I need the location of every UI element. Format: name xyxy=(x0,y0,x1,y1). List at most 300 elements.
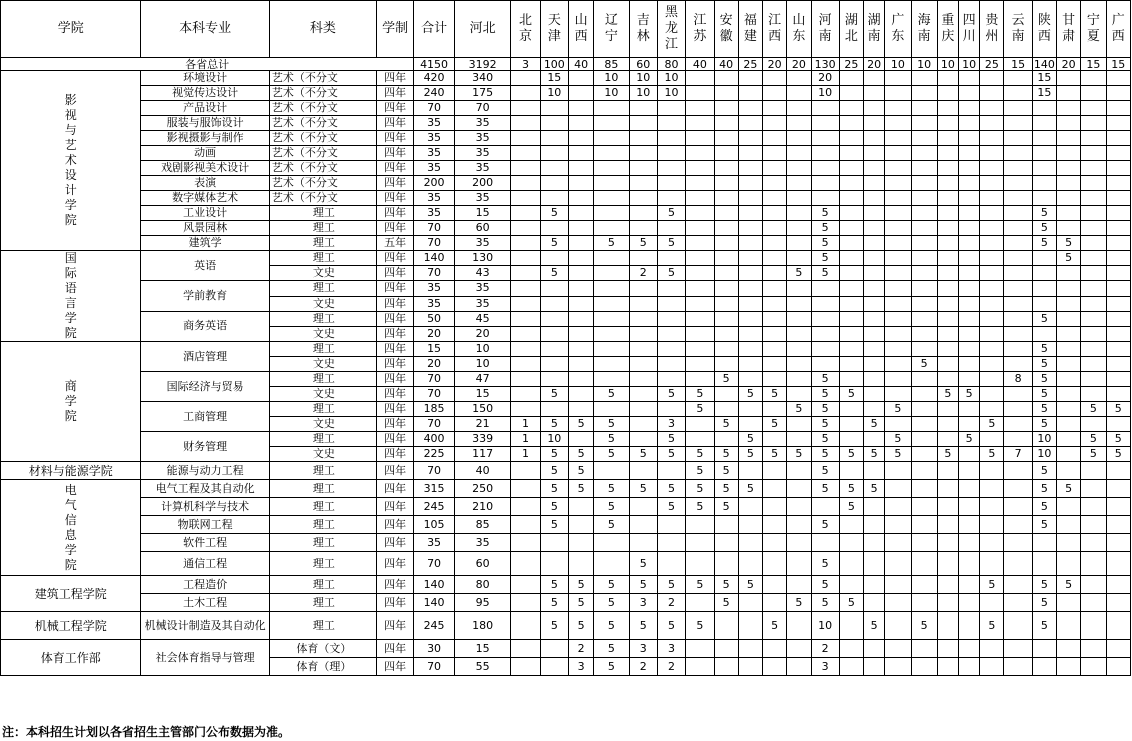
header-text: 广东 xyxy=(891,13,905,44)
value-cell xyxy=(714,296,738,311)
value-cell xyxy=(811,116,839,131)
totals-value: 20 xyxy=(763,58,787,71)
value-cell xyxy=(959,357,980,372)
value-cell xyxy=(738,206,762,221)
value-cell xyxy=(594,372,629,387)
value-cell: 5 xyxy=(657,480,685,498)
value-cell xyxy=(568,432,593,447)
value-cell xyxy=(959,462,980,480)
value-cell xyxy=(937,86,958,101)
value-cell: 5 xyxy=(811,251,839,266)
value-cell: 10 xyxy=(657,71,685,86)
totals-value: 60 xyxy=(629,58,657,71)
value-cell xyxy=(864,131,885,146)
value-cell xyxy=(540,534,568,552)
major-cell: 服装与服饰设计 xyxy=(141,116,269,131)
value-cell: 175 xyxy=(454,86,511,101)
value-cell xyxy=(839,71,863,86)
value-cell xyxy=(911,447,937,462)
value-cell xyxy=(1081,498,1106,516)
table-row xyxy=(1,221,1131,236)
value-cell xyxy=(980,552,1004,576)
value-cell xyxy=(1057,640,1081,658)
value-cell xyxy=(714,402,738,417)
category-cell: 文史 xyxy=(269,417,376,432)
value-cell: 35 xyxy=(454,131,511,146)
value-cell xyxy=(911,161,937,176)
value-cell xyxy=(787,372,811,387)
value-cell xyxy=(738,357,762,372)
value-cell xyxy=(1106,101,1130,116)
value-cell xyxy=(657,372,685,387)
value-cell xyxy=(1081,71,1106,86)
value-cell: 5 xyxy=(839,498,863,516)
value-cell: 5 xyxy=(657,206,685,221)
value-cell xyxy=(686,71,714,86)
duration-cell: 四年 xyxy=(376,206,413,221)
value-cell: 5 xyxy=(714,417,738,432)
college-name: 商学院 xyxy=(64,379,77,423)
value-cell xyxy=(1004,176,1032,191)
value-cell xyxy=(738,402,762,417)
value-cell xyxy=(911,516,937,534)
value-cell xyxy=(714,101,738,116)
totals-value: 4150 xyxy=(414,58,454,71)
value-cell xyxy=(629,101,657,116)
value-cell xyxy=(937,480,958,498)
value-cell xyxy=(540,191,568,206)
value-cell: 20 xyxy=(811,71,839,86)
major-cell: 环境设计 xyxy=(141,71,269,86)
value-cell xyxy=(511,176,540,191)
value-cell xyxy=(811,161,839,176)
value-cell xyxy=(714,236,738,251)
value-cell xyxy=(594,311,629,327)
value-cell xyxy=(714,612,738,640)
value-cell xyxy=(540,116,568,131)
value-cell xyxy=(959,417,980,432)
value-cell xyxy=(885,612,911,640)
value-cell xyxy=(629,206,657,221)
value-cell xyxy=(686,432,714,447)
value-cell xyxy=(911,71,937,86)
value-cell xyxy=(839,161,863,176)
value-cell: 5 xyxy=(811,462,839,480)
value-cell: 3 xyxy=(629,640,657,658)
duration-cell: 四年 xyxy=(376,281,413,297)
value-cell xyxy=(738,221,762,236)
value-cell xyxy=(686,191,714,206)
value-cell xyxy=(885,146,911,161)
value-cell xyxy=(911,116,937,131)
value-cell xyxy=(1081,176,1106,191)
header-cell xyxy=(594,1,629,58)
college-name: 体育工作部 xyxy=(40,650,101,665)
value-cell xyxy=(980,206,1004,221)
value-cell xyxy=(1004,516,1032,534)
header-text: 云南 xyxy=(1011,13,1025,44)
header-cell xyxy=(980,1,1004,58)
value-cell xyxy=(1057,327,1081,342)
duration-cell: 四年 xyxy=(376,251,413,266)
value-cell xyxy=(937,131,958,146)
value-cell xyxy=(959,131,980,146)
value-cell xyxy=(763,251,787,266)
value-cell xyxy=(1081,480,1106,498)
value-cell xyxy=(864,191,885,206)
value-cell xyxy=(811,131,839,146)
value-cell: 70 xyxy=(414,101,454,116)
value-cell xyxy=(839,552,863,576)
value-cell xyxy=(864,236,885,251)
value-cell xyxy=(1057,296,1081,311)
value-cell: 70 xyxy=(414,387,454,402)
value-cell: 5 xyxy=(714,480,738,498)
value-cell: 5 xyxy=(629,612,657,640)
value-cell xyxy=(763,236,787,251)
value-cell xyxy=(980,534,1004,552)
header-cell xyxy=(911,1,937,58)
value-cell xyxy=(594,534,629,552)
category-cell: 文史 xyxy=(269,447,376,462)
value-cell: 5 xyxy=(629,552,657,576)
value-cell xyxy=(763,402,787,417)
value-cell xyxy=(1081,516,1106,534)
value-cell xyxy=(763,327,787,342)
value-cell xyxy=(1081,327,1106,342)
value-cell xyxy=(738,498,762,516)
value-cell xyxy=(511,552,540,576)
duration-cell: 四年 xyxy=(376,552,413,576)
value-cell xyxy=(864,176,885,191)
value-cell: 5 xyxy=(657,447,685,462)
value-cell xyxy=(511,266,540,281)
value-cell xyxy=(540,372,568,387)
value-cell xyxy=(511,357,540,372)
value-cell xyxy=(839,266,863,281)
value-cell xyxy=(714,658,738,676)
value-cell xyxy=(839,534,863,552)
value-cell xyxy=(1004,221,1032,236)
duration-cell: 四年 xyxy=(376,612,413,640)
value-cell xyxy=(657,357,685,372)
value-cell xyxy=(763,342,787,357)
table-row xyxy=(1,534,1131,552)
value-cell xyxy=(839,206,863,221)
value-cell xyxy=(1106,357,1130,372)
duration-cell: 四年 xyxy=(376,516,413,534)
value-cell: 150 xyxy=(454,402,511,417)
value-cell: 5 xyxy=(811,402,839,417)
totals-value: 25 xyxy=(738,58,762,71)
value-cell xyxy=(959,640,980,658)
value-cell xyxy=(594,357,629,372)
table-row xyxy=(1,131,1131,146)
header-cell xyxy=(811,1,839,58)
value-cell xyxy=(540,101,568,116)
value-cell xyxy=(657,516,685,534)
value-cell xyxy=(1106,372,1130,387)
value-cell xyxy=(738,417,762,432)
value-cell xyxy=(763,71,787,86)
value-cell xyxy=(885,206,911,221)
value-cell: 5 xyxy=(980,447,1004,462)
header-text: 湖南 xyxy=(867,13,881,44)
value-cell: 5 xyxy=(839,480,863,498)
value-cell xyxy=(959,480,980,498)
value-cell xyxy=(714,116,738,131)
value-cell xyxy=(1004,131,1032,146)
value-cell: 5 xyxy=(1032,342,1056,357)
value-cell xyxy=(959,498,980,516)
value-cell xyxy=(1081,372,1106,387)
totals-value: 10 xyxy=(911,58,937,71)
value-cell: 20 xyxy=(454,327,511,342)
value-cell xyxy=(1106,576,1130,594)
value-cell xyxy=(686,342,714,357)
value-cell xyxy=(885,462,911,480)
value-cell: 5 xyxy=(839,387,863,402)
value-cell xyxy=(568,116,593,131)
duration-cell: 四年 xyxy=(376,447,413,462)
value-cell xyxy=(885,552,911,576)
table-row xyxy=(1,372,1131,387)
value-cell xyxy=(1106,612,1130,640)
value-cell xyxy=(1004,206,1032,221)
major-cell: 软件工程 xyxy=(141,534,269,552)
value-cell: 210 xyxy=(454,498,511,516)
value-cell: 15 xyxy=(540,71,568,86)
value-cell xyxy=(980,221,1004,236)
value-cell xyxy=(738,311,762,327)
duration-cell: 四年 xyxy=(376,576,413,594)
college-cell xyxy=(1,71,141,251)
value-cell xyxy=(959,594,980,612)
value-cell xyxy=(911,462,937,480)
value-cell: 2 xyxy=(657,658,685,676)
value-cell: 3 xyxy=(811,658,839,676)
value-cell: 250 xyxy=(454,480,511,498)
header-text: 重庆 xyxy=(941,13,955,44)
value-cell xyxy=(1057,86,1081,101)
table-row xyxy=(1,71,1131,86)
value-cell xyxy=(568,251,593,266)
table-row xyxy=(1,101,1131,116)
value-cell xyxy=(763,161,787,176)
category-cell: 理工 xyxy=(269,236,376,251)
table-row xyxy=(1,552,1131,576)
header-text: 吉林 xyxy=(636,13,650,44)
value-cell: 5 xyxy=(811,206,839,221)
value-cell xyxy=(980,594,1004,612)
header-cell: 本科专业 xyxy=(141,1,269,58)
duration-cell: 四年 xyxy=(376,176,413,191)
value-cell: 5 xyxy=(629,576,657,594)
value-cell: 5 xyxy=(839,594,863,612)
major-cell: 影视摄影与制作 xyxy=(141,131,269,146)
value-cell xyxy=(629,327,657,342)
value-cell xyxy=(540,161,568,176)
college-cell xyxy=(1,612,141,640)
value-cell xyxy=(568,236,593,251)
value-cell xyxy=(594,191,629,206)
value-cell: 10 xyxy=(454,342,511,357)
value-cell xyxy=(511,387,540,402)
college-cell xyxy=(1,576,141,612)
value-cell xyxy=(1081,191,1106,206)
value-cell xyxy=(594,462,629,480)
value-cell xyxy=(1106,266,1130,281)
value-cell xyxy=(657,327,685,342)
duration-cell: 四年 xyxy=(376,311,413,327)
value-cell xyxy=(959,311,980,327)
value-cell: 200 xyxy=(414,176,454,191)
major-cell: 社会体育指导与管理 xyxy=(141,640,269,676)
value-cell: 3 xyxy=(568,658,593,676)
value-cell: 140 xyxy=(414,251,454,266)
value-cell xyxy=(1004,236,1032,251)
table-row xyxy=(1,516,1131,534)
totals-value: 40 xyxy=(686,58,714,71)
value-cell xyxy=(787,311,811,327)
value-cell xyxy=(686,311,714,327)
value-cell: 5 xyxy=(864,447,885,462)
value-cell xyxy=(629,402,657,417)
value-cell xyxy=(959,296,980,311)
value-cell: 10 xyxy=(629,86,657,101)
value-cell: 35 xyxy=(454,191,511,206)
value-cell xyxy=(1004,327,1032,342)
value-cell xyxy=(885,658,911,676)
value-cell: 5 xyxy=(686,576,714,594)
value-cell xyxy=(1106,327,1130,342)
value-cell xyxy=(1057,552,1081,576)
value-cell xyxy=(511,86,540,101)
value-cell xyxy=(568,161,593,176)
header-text: 海南 xyxy=(917,13,931,44)
value-cell: 15 xyxy=(454,387,511,402)
value-cell xyxy=(738,266,762,281)
value-cell: 5 xyxy=(540,594,568,612)
category-cell: 理工 xyxy=(269,516,376,534)
value-cell: 5 xyxy=(911,357,937,372)
value-cell: 5 xyxy=(540,447,568,462)
value-cell xyxy=(864,658,885,676)
value-cell xyxy=(594,146,629,161)
value-cell xyxy=(540,296,568,311)
value-cell xyxy=(787,101,811,116)
value-cell xyxy=(787,116,811,131)
category-cell: 文史 xyxy=(269,266,376,281)
value-cell: 35 xyxy=(454,296,511,311)
value-cell xyxy=(839,281,863,297)
table-row xyxy=(1,281,1131,297)
value-cell xyxy=(787,432,811,447)
value-cell xyxy=(1057,534,1081,552)
value-cell: 15 xyxy=(454,206,511,221)
value-cell xyxy=(864,146,885,161)
value-cell xyxy=(937,576,958,594)
college-cell xyxy=(1,251,141,342)
value-cell xyxy=(763,516,787,534)
value-cell xyxy=(1004,116,1032,131)
value-cell: 5 xyxy=(1057,236,1081,251)
value-cell xyxy=(540,658,568,676)
value-cell xyxy=(1081,101,1106,116)
value-cell xyxy=(959,576,980,594)
value-cell xyxy=(937,161,958,176)
value-cell xyxy=(911,552,937,576)
value-cell: 5 xyxy=(787,402,811,417)
value-cell xyxy=(911,342,937,357)
value-cell xyxy=(959,176,980,191)
value-cell xyxy=(714,71,738,86)
value-cell xyxy=(594,176,629,191)
value-cell xyxy=(1032,161,1056,176)
value-cell: 5 xyxy=(911,612,937,640)
value-cell: 240 xyxy=(414,86,454,101)
value-cell xyxy=(763,131,787,146)
value-cell xyxy=(686,266,714,281)
value-cell xyxy=(568,176,593,191)
value-cell xyxy=(568,516,593,534)
value-cell xyxy=(959,191,980,206)
value-cell xyxy=(1081,281,1106,297)
value-cell xyxy=(864,296,885,311)
value-cell xyxy=(1081,86,1106,101)
value-cell: 315 xyxy=(414,480,454,498)
value-cell xyxy=(911,191,937,206)
value-cell xyxy=(959,146,980,161)
value-cell xyxy=(959,251,980,266)
value-cell: 5 xyxy=(1032,417,1056,432)
value-cell xyxy=(511,281,540,297)
value-cell xyxy=(980,432,1004,447)
value-cell xyxy=(1004,191,1032,206)
value-cell xyxy=(839,576,863,594)
value-cell xyxy=(911,221,937,236)
value-cell: 5 xyxy=(594,576,629,594)
value-cell: 2 xyxy=(629,266,657,281)
value-cell xyxy=(1081,640,1106,658)
value-cell: 5 xyxy=(686,612,714,640)
value-cell: 5 xyxy=(738,447,762,462)
value-cell xyxy=(1004,417,1032,432)
value-cell: 5 xyxy=(594,387,629,402)
college-name: 材料与能源学院 xyxy=(28,463,113,478)
value-cell xyxy=(980,146,1004,161)
value-cell xyxy=(811,176,839,191)
value-cell xyxy=(540,146,568,161)
duration-cell: 四年 xyxy=(376,498,413,516)
value-cell: 35 xyxy=(454,146,511,161)
value-cell xyxy=(1004,594,1032,612)
value-cell xyxy=(1057,462,1081,480)
category-cell: 理工 xyxy=(269,372,376,387)
value-cell xyxy=(738,640,762,658)
value-cell xyxy=(911,281,937,297)
major-cell: 计算机科学与技术 xyxy=(141,498,269,516)
value-cell xyxy=(1004,432,1032,447)
value-cell xyxy=(1081,116,1106,131)
value-cell xyxy=(937,534,958,552)
value-cell: 5 xyxy=(1032,357,1056,372)
value-cell xyxy=(1081,576,1106,594)
value-cell xyxy=(1032,296,1056,311)
value-cell: 5 xyxy=(568,576,593,594)
value-cell xyxy=(885,71,911,86)
value-cell: 35 xyxy=(454,116,511,131)
